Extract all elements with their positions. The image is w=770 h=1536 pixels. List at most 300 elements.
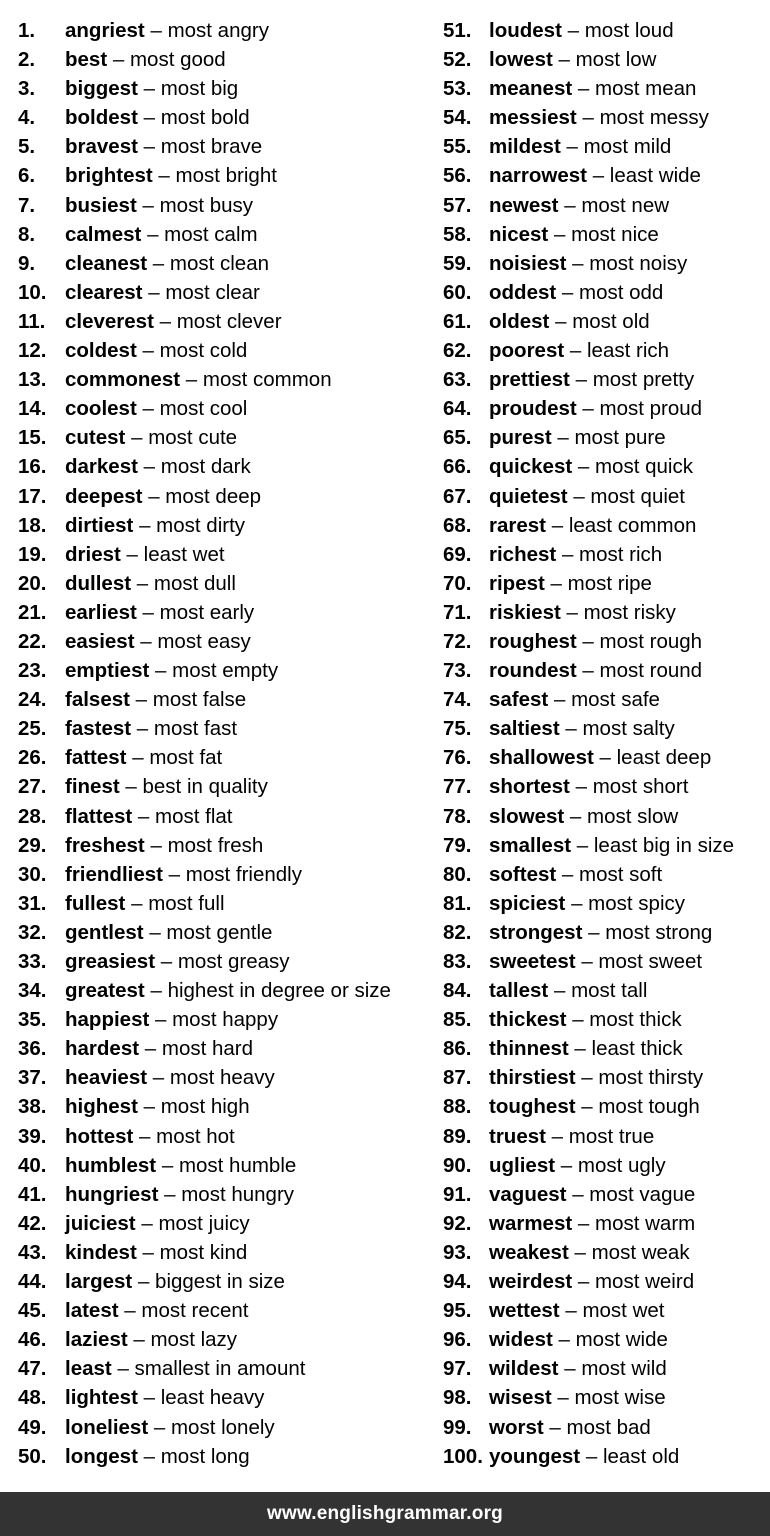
superlative-word: gentlest [65, 920, 144, 944]
definition-text: most mean [595, 77, 697, 101]
list-item [18, 714, 438, 743]
definition-text: most rich [579, 542, 663, 566]
definition-text: most proud [599, 397, 703, 421]
dash-separator: – [575, 775, 587, 799]
definition-text: most cute [148, 426, 238, 450]
list-item [18, 918, 438, 947]
item-number: 39. [18, 1124, 47, 1148]
definition-text: least common [568, 513, 697, 537]
list-item [18, 1383, 438, 1412]
dash-separator: – [564, 1357, 576, 1381]
item-number: 53. [443, 77, 472, 101]
superlative-word: hungriest [65, 1182, 159, 1206]
item-number: 83. [443, 950, 472, 973]
dash-separator: – [143, 1386, 156, 1410]
item-number: 5. [18, 135, 36, 159]
superlative-word: weirdest [489, 1270, 573, 1294]
dash-separator: – [143, 77, 156, 101]
definition-text: least big in size [593, 833, 735, 857]
list-item [18, 423, 438, 452]
dash-separator: – [142, 397, 154, 421]
definition-text: most cold [159, 339, 248, 363]
definition-text: most wise [574, 1386, 666, 1410]
item-number: 32. [18, 920, 47, 944]
superlative-word: prettiest [489, 368, 570, 392]
superlative-word: happiest [65, 1008, 150, 1032]
definition-text: most flat [155, 804, 233, 828]
list-item [18, 161, 438, 190]
dash-separator: – [581, 950, 593, 973]
superlative-word: ripest [489, 571, 545, 595]
list-item [443, 714, 768, 743]
superlative-word: mildest [489, 135, 561, 159]
dash-separator: – [185, 368, 198, 392]
list-item [18, 685, 438, 714]
superlative-word: dirtiest [65, 513, 134, 537]
definition-text: most wide [575, 1328, 668, 1352]
list-item [443, 16, 768, 45]
definition-text: most nice [571, 222, 659, 246]
list-item [443, 1354, 768, 1383]
item-number: 65. [443, 426, 472, 450]
dash-separator: – [141, 1211, 153, 1235]
item-number: 46. [18, 1328, 47, 1352]
dash-separator: – [582, 629, 594, 653]
definition-text: most good [129, 48, 226, 72]
definition-text: smallest in amount [134, 1357, 306, 1381]
item-number: 100. [443, 1444, 483, 1468]
definition-text: most weak [591, 1240, 690, 1264]
definition-text: most clear [165, 280, 260, 304]
dash-separator: – [142, 600, 154, 624]
superlative-word: saltiest [489, 717, 560, 741]
definition-text: most quick [594, 455, 693, 479]
dash-separator: – [112, 48, 125, 72]
superlative-word: fastest [65, 717, 132, 741]
list-item [18, 482, 438, 511]
definition-text: most short [592, 775, 689, 799]
superlative-word: ugliest [489, 1153, 556, 1177]
list-item [443, 860, 768, 889]
superlative-word: worst [489, 1415, 544, 1439]
superlative-word: fattest [65, 746, 127, 770]
dash-separator: – [131, 891, 143, 915]
dash-separator: – [153, 1415, 166, 1439]
superlative-word: lowest [489, 48, 553, 72]
definition-text: most happy [172, 1008, 279, 1032]
list-item [18, 656, 438, 685]
superlative-word: kindest [65, 1240, 137, 1264]
definition-text: most lonely [170, 1415, 275, 1439]
superlative-word: longest [65, 1444, 138, 1468]
item-number: 7. [18, 193, 36, 217]
list-item [18, 1442, 438, 1471]
list-item [443, 831, 768, 860]
list-item [443, 772, 768, 801]
item-number: 84. [443, 979, 472, 1003]
list-item [18, 976, 438, 1005]
superlative-word: least [65, 1357, 112, 1381]
superlative-word: noisiest [489, 251, 567, 275]
item-number: 21. [18, 600, 47, 624]
superlative-word: hottest [65, 1124, 134, 1148]
superlative-word: dullest [65, 571, 132, 595]
definition-text: most tough [598, 1095, 700, 1119]
superlative-word: fullest [65, 891, 126, 915]
item-number: 13. [18, 368, 47, 392]
dash-separator: – [150, 19, 162, 42]
superlative-word: coldest [65, 339, 137, 363]
item-number: 95. [443, 1299, 472, 1323]
item-number: 8. [18, 222, 36, 246]
dash-separator: – [144, 1037, 157, 1061]
item-number: 91. [443, 1182, 472, 1206]
item-number: 40. [18, 1153, 47, 1177]
definition-text: most calm [164, 222, 258, 246]
definition-text: most brave [160, 135, 263, 159]
definition-text: most slow [587, 804, 679, 828]
dash-separator: – [142, 339, 154, 363]
list-item [18, 16, 438, 45]
superlative-word: widest [489, 1328, 553, 1352]
item-number: 80. [443, 862, 472, 886]
superlative-word: hardest [65, 1037, 140, 1061]
list-item [18, 598, 438, 627]
list-item [443, 947, 768, 976]
superlative-word: largest [65, 1270, 133, 1294]
list-item [18, 1063, 438, 1092]
dash-separator: – [558, 1328, 570, 1352]
item-number: 99. [443, 1415, 472, 1439]
dash-separator: – [125, 775, 137, 799]
list-item [443, 482, 768, 511]
superlative-word: youngest [489, 1444, 581, 1468]
list-item [443, 569, 768, 598]
definition-text: least thick [591, 1037, 683, 1061]
definition-text: most long [160, 1444, 250, 1468]
dash-separator: – [575, 368, 587, 392]
superlative-word: riskiest [489, 600, 561, 624]
superlative-word: sweetest [489, 950, 576, 973]
definition-text: most clean [169, 251, 270, 275]
dash-separator: – [132, 746, 144, 770]
item-number: 25. [18, 717, 47, 741]
superlative-word: darkest [65, 455, 138, 479]
item-number: 12. [18, 339, 47, 363]
item-number: 45. [18, 1299, 47, 1323]
item-number: 19. [18, 542, 47, 566]
list-item [443, 1209, 768, 1238]
dash-separator: – [551, 1124, 564, 1148]
definition-text: least heavy [160, 1386, 265, 1410]
definition-text: most noisy [589, 251, 688, 275]
definition-text: most vague [589, 1182, 696, 1206]
item-number: 20. [18, 571, 47, 595]
item-number: 22. [18, 629, 47, 653]
item-number: 34. [18, 979, 47, 1003]
list-item [443, 1442, 768, 1471]
item-number: 92. [443, 1211, 472, 1235]
superlative-word: clearest [65, 280, 143, 304]
definition-text: most wild [581, 1357, 667, 1381]
item-number: 30. [18, 862, 47, 886]
dash-separator: – [581, 1066, 593, 1090]
superlative-word: shortest [489, 775, 570, 799]
item-number: 43. [18, 1240, 47, 1264]
dash-separator: – [577, 1270, 590, 1294]
list-item [443, 103, 768, 132]
definition-text: most warm [595, 1211, 696, 1235]
item-number: 58. [443, 222, 472, 246]
definition-text: most ugly [577, 1153, 666, 1177]
item-number: 51. [443, 19, 472, 42]
item-number: 52. [443, 48, 472, 72]
superlative-word: thirstiest [489, 1066, 576, 1090]
item-number: 85. [443, 1008, 472, 1032]
item-number: 72. [443, 629, 472, 653]
list-item [443, 1413, 768, 1442]
item-number: 42. [18, 1211, 47, 1235]
dash-separator: – [572, 251, 584, 275]
definition-text: most tall [571, 979, 648, 1003]
item-number: 38. [18, 1095, 47, 1119]
superlative-word: busiest [65, 193, 137, 217]
dash-separator: – [573, 484, 585, 508]
list-item [443, 365, 768, 394]
superlative-word: greatest [65, 979, 145, 1003]
superlative-word: freshest [65, 833, 145, 857]
item-number: 15. [18, 426, 47, 450]
superlative-word: wettest [489, 1299, 560, 1323]
item-number: 81. [443, 891, 472, 915]
definition-text: most strong [605, 920, 713, 944]
list-item [443, 336, 768, 365]
item-number: 87. [443, 1066, 472, 1090]
list-item [18, 1180, 438, 1209]
definition-text: most greasy [177, 950, 290, 973]
item-number: 82. [443, 920, 472, 944]
dash-separator: – [557, 426, 569, 450]
list-item [443, 656, 768, 685]
definition-text: most spicy [588, 891, 685, 915]
list-item [18, 394, 438, 423]
list-item [443, 1238, 768, 1267]
definition-text: most cool [159, 397, 248, 421]
item-number: 76. [443, 746, 472, 770]
list-item [18, 1238, 438, 1267]
list-item [18, 540, 438, 569]
superlative-word: strongest [489, 920, 583, 944]
superlative-word: cutest [65, 426, 126, 450]
dash-separator: – [150, 833, 162, 857]
list-item [18, 1267, 438, 1296]
superlative-word: truest [489, 1124, 546, 1148]
definition-text: most round [599, 659, 703, 683]
superlative-word: boldest [65, 106, 138, 130]
list-item [443, 1383, 768, 1412]
definition-text: most empty [172, 659, 279, 683]
definition-text: most bold [160, 106, 250, 130]
dash-separator: – [551, 513, 564, 537]
superlative-word: nicest [489, 222, 549, 246]
superlative-word: bravest [65, 135, 138, 159]
superlative-word: coolest [65, 397, 137, 421]
list-item [18, 802, 438, 831]
item-number: 90. [443, 1153, 472, 1177]
dash-separator: – [155, 1008, 167, 1032]
superlative-word: roughest [489, 629, 577, 653]
item-number: 9. [18, 251, 36, 275]
dash-separator: – [143, 1444, 156, 1468]
superlative-word: vaguest [489, 1182, 567, 1206]
dash-separator: – [553, 979, 566, 1003]
list-item [18, 569, 438, 598]
list-item [18, 249, 438, 278]
item-number: 17. [18, 484, 47, 508]
dash-separator: – [135, 688, 148, 712]
dash-separator: – [131, 426, 143, 450]
list-item [18, 1151, 438, 1180]
dash-separator: – [143, 135, 156, 159]
list-item [443, 74, 768, 103]
dash-separator: – [137, 804, 150, 828]
superlative-word: cleverest [65, 309, 154, 333]
item-number: 3. [18, 77, 36, 101]
dash-separator: – [550, 571, 562, 595]
item-number: 68. [443, 513, 472, 537]
superlative-word: laziest [65, 1328, 128, 1352]
list-item [18, 365, 438, 394]
superlative-word: slowest [489, 804, 565, 828]
superlative-word: thinnest [489, 1037, 569, 1061]
item-number: 67. [443, 484, 472, 508]
list-item [443, 1005, 768, 1034]
dash-separator: – [160, 950, 173, 973]
item-number: 69. [443, 542, 472, 566]
dash-separator: – [566, 600, 578, 624]
list-item [18, 74, 438, 103]
item-number: 62. [443, 339, 472, 363]
superlative-word: biggest [65, 77, 138, 101]
item-number: 48. [18, 1386, 47, 1410]
dash-separator: – [149, 920, 161, 944]
list-item [443, 1092, 768, 1121]
item-number: 56. [443, 164, 472, 188]
superlative-word: easiest [65, 629, 135, 653]
definition-text: most gentle [166, 920, 273, 944]
item-number: 89. [443, 1124, 472, 1148]
dash-separator: – [553, 688, 566, 712]
dash-separator: – [569, 804, 582, 828]
dash-separator: – [561, 862, 574, 886]
list-item [18, 1296, 438, 1325]
definition-text: most thick [589, 1008, 682, 1032]
dash-separator: – [567, 19, 580, 42]
dash-separator: – [148, 484, 160, 508]
item-number: 36. [18, 1037, 47, 1061]
dash-separator: – [159, 309, 172, 333]
definition-text: most dull [153, 571, 236, 595]
list-item [443, 743, 768, 772]
superlative-word: spiciest [489, 891, 566, 915]
list-item [443, 1034, 768, 1063]
definition-text: most friendly [185, 862, 302, 886]
item-number: 93. [443, 1240, 472, 1264]
dash-separator: – [565, 1299, 577, 1323]
list-item [443, 1180, 768, 1209]
right-column [443, 16, 768, 1471]
item-number: 16. [18, 455, 47, 479]
superlative-word: roundest [489, 659, 577, 683]
definition-text: most false [152, 688, 247, 712]
superlative-word: humblest [65, 1153, 157, 1177]
definition-text: most busy [159, 193, 254, 217]
dash-separator: – [553, 222, 566, 246]
list-item [18, 278, 438, 307]
definition-text: most lazy [150, 1328, 238, 1352]
list-item [18, 1122, 438, 1151]
list-item [18, 1005, 438, 1034]
list-item [443, 1151, 768, 1180]
definition-text: most salty [582, 717, 675, 741]
item-number: 70. [443, 571, 472, 595]
definition-text: most recent [141, 1299, 249, 1323]
dash-separator: – [148, 280, 160, 304]
superlative-word: latest [65, 1299, 119, 1323]
superlative-word: wildest [489, 1357, 559, 1381]
list-item [443, 598, 768, 627]
superlative-word: wisest [489, 1386, 552, 1410]
definition-text: most low [575, 48, 657, 72]
item-number: 24. [18, 688, 47, 712]
definition-text: most pretty [592, 368, 695, 392]
dash-separator: – [143, 455, 156, 479]
list-item [443, 278, 768, 307]
list-item [443, 1267, 768, 1296]
item-number: 6. [18, 164, 36, 188]
definition-text: most sweet [598, 950, 703, 973]
dash-separator: – [124, 1299, 136, 1323]
item-number: 49. [18, 1415, 47, 1439]
item-number: 75. [443, 717, 472, 741]
dash-separator: – [139, 1124, 151, 1148]
definition-text: most clever [176, 309, 282, 333]
dash-separator: – [577, 1211, 590, 1235]
dash-separator: – [571, 891, 583, 915]
list-item [443, 1122, 768, 1151]
item-number: 97. [443, 1357, 472, 1381]
list-item [443, 452, 768, 481]
superlative-word: messiest [489, 106, 577, 130]
definition-text: least wide [609, 164, 701, 188]
item-number: 1. [18, 19, 36, 42]
definition-text: most fat [149, 746, 223, 770]
definition-text: least old [602, 1444, 680, 1468]
dash-separator: – [566, 135, 578, 159]
definition-text: most true [568, 1124, 655, 1148]
superlative-word: warmest [489, 1211, 573, 1235]
dash-separator: – [143, 1095, 156, 1119]
list-item [443, 249, 768, 278]
superlative-word: highest [65, 1095, 138, 1119]
definition-text: most easy [157, 629, 251, 653]
dash-separator: – [168, 862, 181, 886]
list-item [18, 947, 438, 976]
footer-url[interactable]: www.englishgrammar.org [0, 1492, 770, 1536]
list-item [443, 918, 768, 947]
list-item [18, 452, 438, 481]
dash-separator: – [136, 717, 149, 741]
